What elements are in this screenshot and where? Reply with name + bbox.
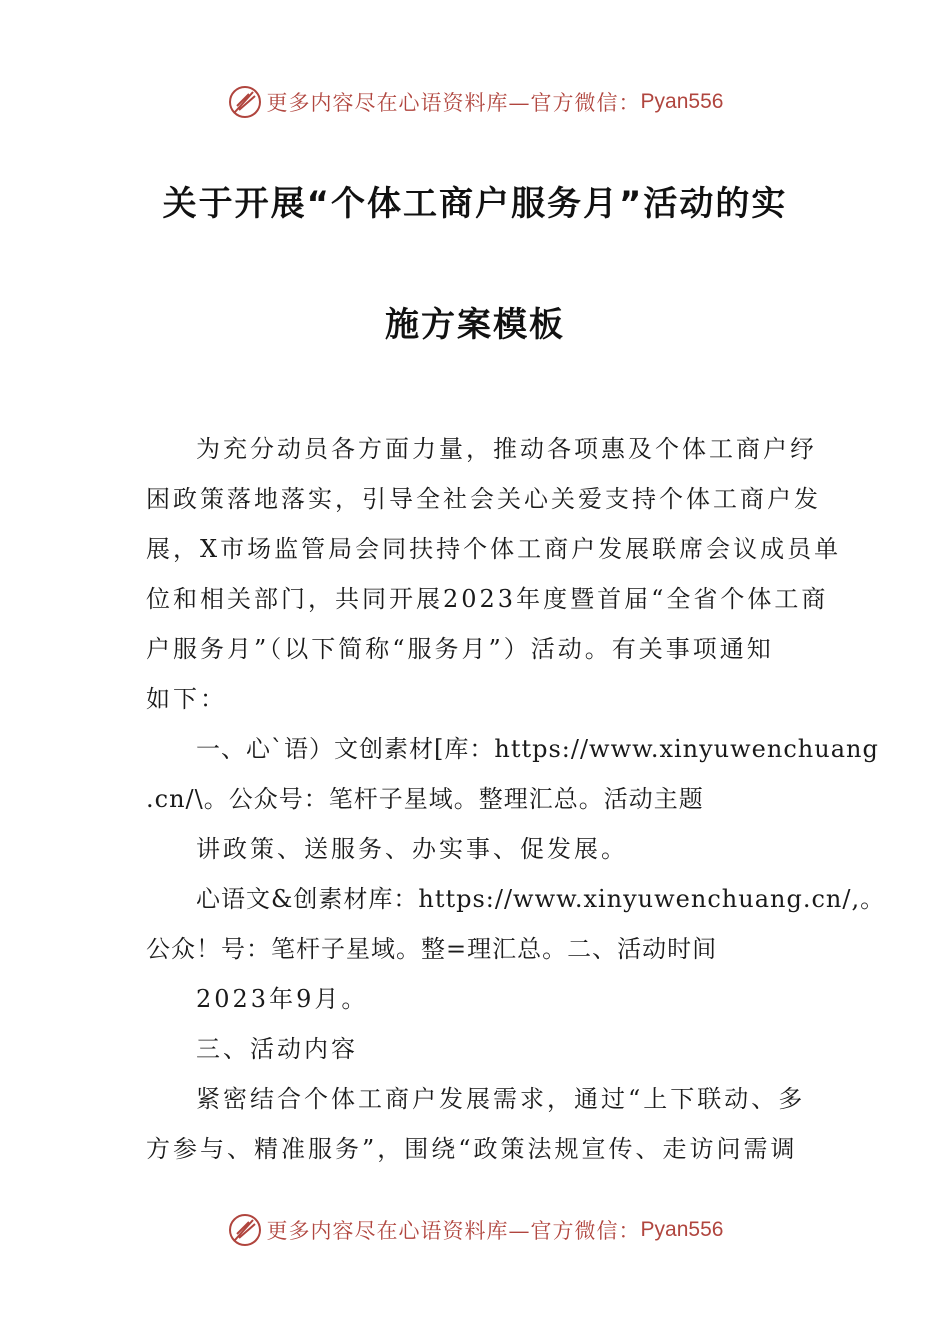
text-line: 讲政策、送服务、办实事、促发展。 (196, 835, 628, 863)
quill-logo-icon (227, 1212, 263, 1248)
quill-logo-icon (227, 84, 263, 120)
text-line: 位和相关部门，共同开展2023年度暨首届“全省个体工商 (146, 585, 829, 613)
text-line: 2023年9月。 (196, 985, 369, 1013)
text-line: 方参与、精准服务”，围绕“政策法规宣传、走访问需调 (146, 1135, 798, 1163)
banner-text: 更多内容尽在心语资料库—官方微信： (266, 1219, 641, 1243)
text-line: 困政策落地落实，引导全社会关心关爱支持个体工商户发 (146, 485, 821, 513)
banner-contact: Pyan556 (640, 90, 724, 113)
text-line: 如下： (146, 685, 227, 713)
paragraph-section-2 (146, 874, 886, 974)
document-title-line-2: 施方案模板 (385, 305, 565, 345)
banner-contact: Pyan556 (640, 1218, 724, 1241)
banner-text: 更多内容尽在心语资料库—官方微信： (266, 91, 641, 115)
paragraph-time (146, 974, 810, 1024)
header-banner (0, 80, 950, 124)
paragraph-content (146, 1074, 810, 1174)
text-line: 展，X市场监管局会同扶持个体工商户发展联席会议成员单 (146, 535, 842, 563)
paragraph-theme (146, 824, 810, 874)
text-line: 三、活动内容 (196, 1035, 358, 1063)
text-line: 心语文&创素材库：https://www.xinyuwenchuang.cn/,。 (196, 885, 886, 913)
text-line: 公众！号：笔杆子星域。整=理汇总。二、活动时间 (146, 935, 718, 963)
text-line: 紧密结合个体工商户发展需求，通过“上下联动、多 (196, 1085, 806, 1113)
text-line: 为充分动员各方面力量，推动各项惠及个体工商户纾 (196, 435, 817, 463)
document-title-line-1: 关于开展“个体工商户服务月”活动的实 (162, 184, 788, 224)
heading-section-3 (146, 1024, 810, 1074)
text-line: 一、心`语）文创素材[库：https://www.xinyuwenchuang (196, 735, 879, 763)
text-line: 户服务月”（以下简称“服务月”）活动。有关事项通知 (146, 635, 774, 663)
paragraph-section-1 (146, 724, 879, 824)
footer-banner (0, 1208, 950, 1252)
text-line: .cn/\。公众号：笔杆子星域。整理汇总。活动主题 (146, 785, 704, 813)
paragraph-intro (146, 424, 842, 724)
